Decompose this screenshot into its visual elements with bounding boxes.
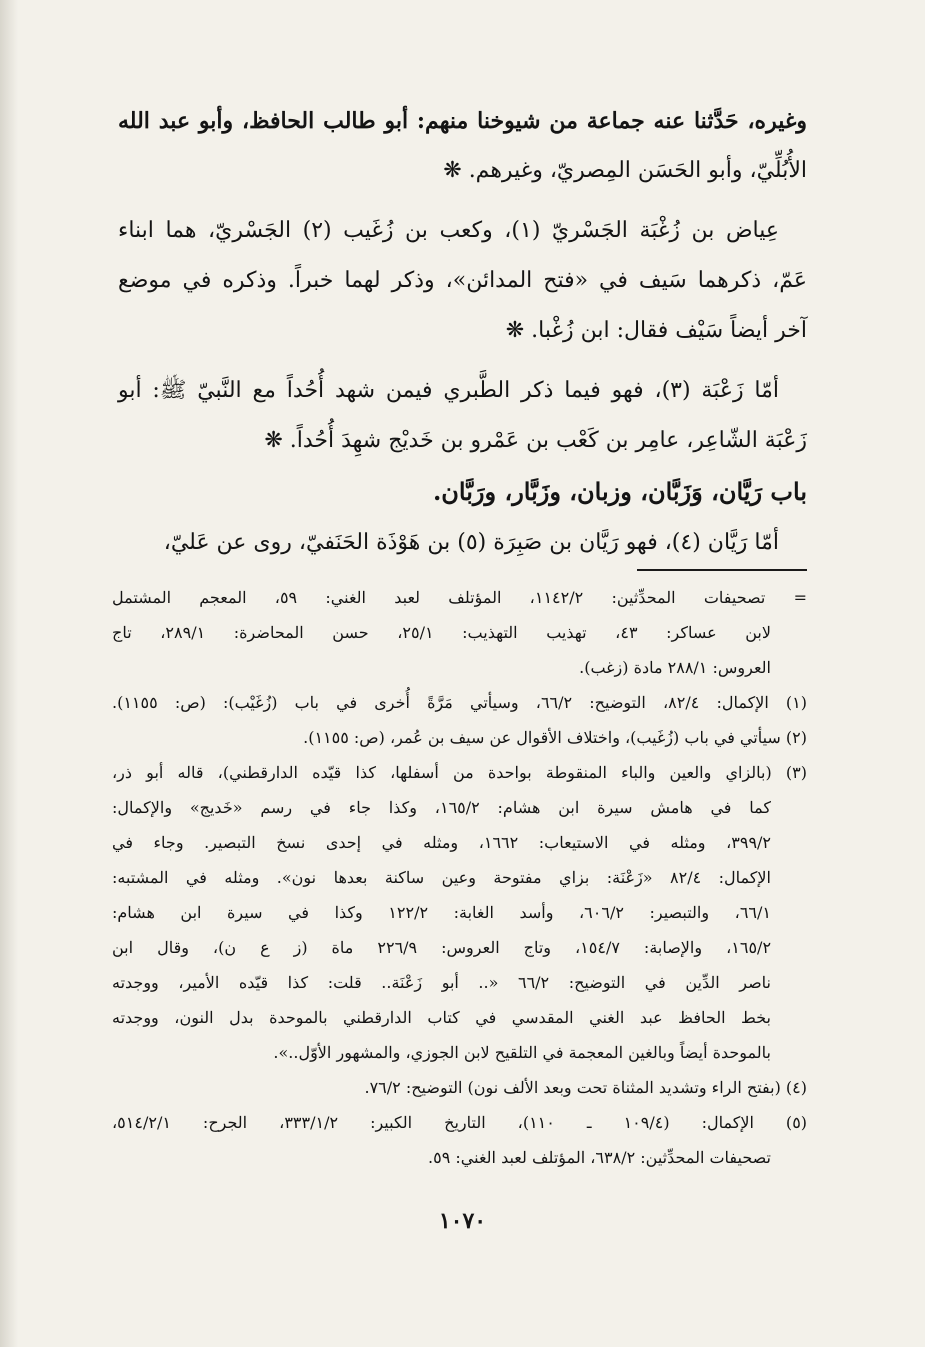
- footnote-line: بخط الحافظ عبد الغني المقدسي في كتاب الدارقطني بالموحدة بدل النون، ووجدته: [112, 1008, 771, 1027]
- footnote-separator: [637, 569, 807, 571]
- entry-rayyan-line-1: أمّا رَيَّان (٤)، فهو رَيَّان بن صَبِرَة (٥) بن هَوْذَة الحَنَفيّ، روى عن عَليّ،: [163, 530, 779, 555]
- entry-zaba-line-1: أمّا زَعْبَة (٣)، فهو فيما ذكر الطَّبري فيمن شهد أُحُداً مع النَّبيّ ﷺ: أبو: [118, 378, 780, 403]
- footnote-4: (٤) (بفتح الراء وتشديد المثناة تحت وبعد الألف نون) التوضيح: ٧٦/٢.: [364, 1078, 807, 1097]
- footnote-line: الإكمال: ٨٢/٤ «زَعْنَة: بزاي مفتوحة وعين ساكنة بعدها نون». ومثله في المشتبه:: [112, 868, 771, 887]
- chapter-heading: باب رَيَّان، وَزَبَّان، وزبان، وزَبَّار، ورَبَّان.: [432, 477, 807, 506]
- footnote-2: (٢) سيأتي في باب (زُغَيب)، واختلاف الأقوال عن سيف بن عُمر، (ص: ١١٥٥).: [303, 728, 807, 747]
- footnote-line: ٦٦/١، والتبصير: ٦٠٦/٢، وأسد الغابة: ١٢٢/٢ وكذا في سيرة ابن هشام:: [112, 903, 771, 922]
- entry-iyad-line-1: عِياض بن زُغْبَة الجَسْريّ (١)، وكعب بن زُغَيب (٢) الجَسْريّ، هما ابناء: [118, 218, 780, 243]
- main-text: [118, 96, 807, 568]
- footnote-line: بالموحدة أيضاً وبالغين المعجمة في التلقيح لابن الجوزي، والمشهور الأوّل..».: [273, 1043, 771, 1062]
- footnote-line: لابن عساكر: ٤٣، تهذيب التهذيب: ٢٥/١، حسن المحاضرة: ٢٨٩/١، تاج: [112, 623, 771, 642]
- entry-iyad-line-2: عَمّ، ذكرهما سَيف في «فتح المدائن»، وذكر لهما خبراً. وذكره في موضع: [118, 268, 807, 293]
- footnote-line: كما في هامش سيرة ابن هشام: ١٦٥/٢، وكذا جاء في رسم «خَديج» والإكمال:: [112, 798, 771, 817]
- footnote-line: العروس: ٢٨٨/١ مادة (زغب).: [579, 658, 771, 677]
- main-line-1: وغيره، حَدَّثنا عنه جماعة من شيوخنا منهم: أبو طالب الحافظ، وأبو عبد الله: [118, 108, 807, 134]
- page-number: ١٠٧٠: [438, 1208, 487, 1234]
- main-line-2: الأُبُلِّيّ، وأبو الحَسَن المِصريّ، وغيرهم. ❋: [443, 158, 807, 183]
- footnote-1: (١) الإكمال: ٨٢/٤، التوضيح: ٦٦/٢، وسيأتي مَرَّةً أُخرى في باب (زُغَيْب): (ص: ١١٥٥).: [112, 693, 807, 712]
- footnote-line: تصحيفات المحدِّثين: ٦٣٨/٢، المؤتلف لعبد الغني: ٥٩.: [428, 1148, 771, 1167]
- scan-shadow-edge: [0, 0, 18, 1347]
- footnote-line: ٣٩٩/٢، ومثله في الاستيعاب: ١٦٦٢، ومثله في إحدى نسخ التبصير. وجاء في: [112, 833, 772, 852]
- footnote-3: (٣) (بالزاي والعين والباء المنقوطة بواحدة من أسفلها، كذا قيّده الدارقطني)، قاله أبو ذر،: [112, 763, 807, 782]
- footnote-5: (٥) الإكمال: (١٠٩/٤ ـ ١١٠)، التاريخ الكبير: ٣٣٣/١/٢، الجرح: ٥١٤/٢/١،: [112, 1113, 808, 1132]
- footnotes: [112, 580, 807, 1175]
- footnote-line: ناصر الدِّين في التوضيح: ٦٦/٢ «.. أبو زَعْنَة.. قلت: كذا قيّده الأمير، ووجدته: [112, 973, 772, 992]
- footnote-line: = تصحيفات المحدِّثين: ١١٤٢/٢، المؤتلف لعبد الغني: ٥٩، المعجم المشتمل: [112, 588, 807, 607]
- entry-iyad-line-3: آخر أيضاً سَيْف فقال: ابن زُغْبا. ❋: [505, 318, 807, 343]
- entry-zaba-line-2: زَعْبَة الشّاعِر، عامِر بن كَعْب بن عَمْرو بن خَديْج شهِدَ أُحُداً. ❋: [264, 428, 807, 453]
- footnote-line: ١٦٥/٢، والإصابة: ١٥٤/٧، وتاج العروس: ٢٢٦/٩ ماة (ز ع ن)، وقال ابن: [112, 938, 772, 957]
